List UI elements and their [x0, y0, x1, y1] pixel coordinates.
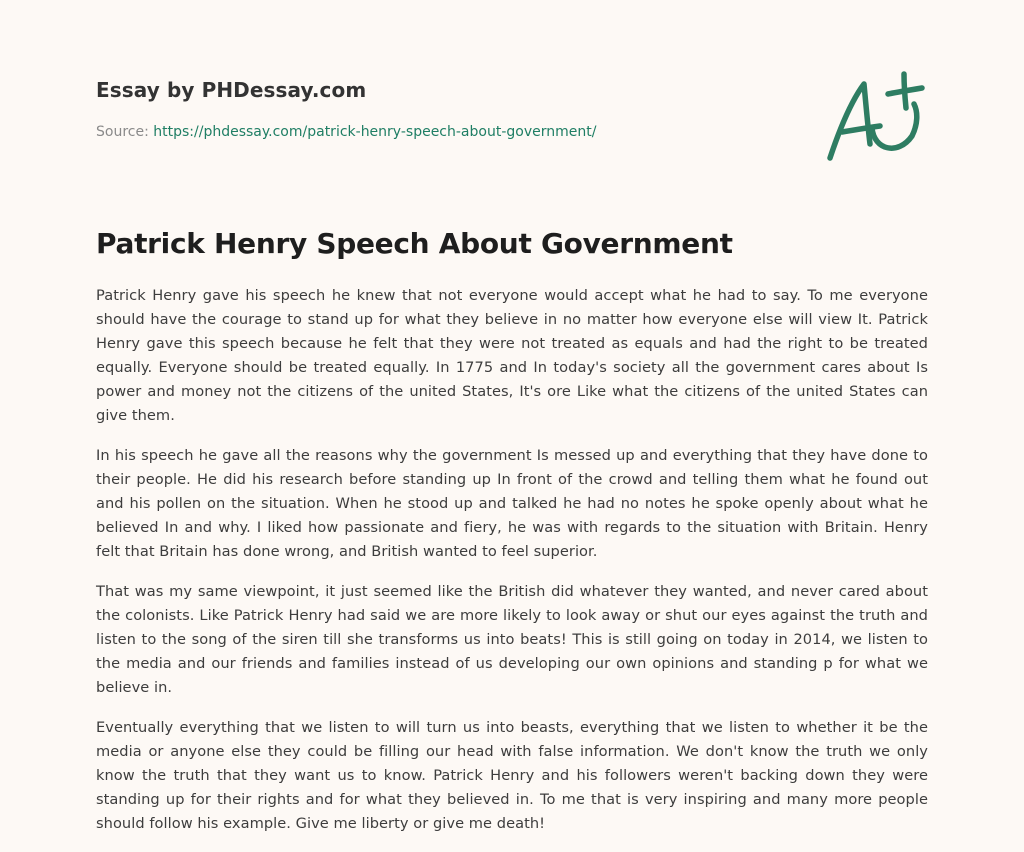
site-header	[96, 74, 796, 142]
essay-paragraph: That was my same viewpoint, it just seemed like the British did whatever they wanted, and never cared about the colonists. Like Patrick Henry had said we are more likely to look away or shut our eyes against the truth and listen to the song of the siren till she transforms us into beats! This is still going on today in 2014, we listen to the media and our friends and families instead of us developing our own opinions and standing p for what we believe in.	[96, 583, 928, 696]
essay-paragraph: Patrick Henry gave his speech he knew that not everyone would accept what he had to say. To me everyone should have the courage to stand up for what they believe in no matter how everyone else will view It. Patrick Henry gave this speech because he felt that they were not treated as equals and had the right to be treated equally. Everyone should be treated equally. In 1775 and In today's society all the government cares about Is power and money not the citizens of the united States, It's ore Like what the citizens of the united States can give them.	[96, 287, 928, 424]
brand-name: Essay by PHDessay.com	[96, 78, 367, 102]
source-link[interactable]: https://phdessay.com/patrick-henry-speech-about-government/	[153, 124, 597, 140]
source-line	[96, 122, 796, 142]
page-title: Patrick Henry Speech About Government	[96, 227, 733, 260]
essay-paragraph: In his speech he gave all the reasons why the government Is messed up and everything that they have done to their people. He did his research before standing up In front of the crowd and telling them what he found out and his pollen on the situation. When he stood up and talked he had no notes he spoke openly about what he believed In and why. I liked how passionate and fiery, he was with regards to the situation with Britain. Henry felt that Britain has done wrong, and British wanted to feel superior.	[96, 447, 928, 560]
essay-body	[96, 284, 928, 852]
a-plus-grade-icon	[818, 66, 930, 166]
essay-paragraph: Eventually everything that we listen to will turn us into beasts, everything that we listen to whether it be the media or anyone else they could be filling our head with false information. We don't know the truth we only know the truth that they want us to know. Patrick Henry and his followers weren't backing down they were standing up for their rights and for what they believed in. To me that is very inspiring and many more people should follow his example. Give me liberty or give me death!	[96, 719, 928, 832]
source-label: Source:	[96, 124, 154, 140]
